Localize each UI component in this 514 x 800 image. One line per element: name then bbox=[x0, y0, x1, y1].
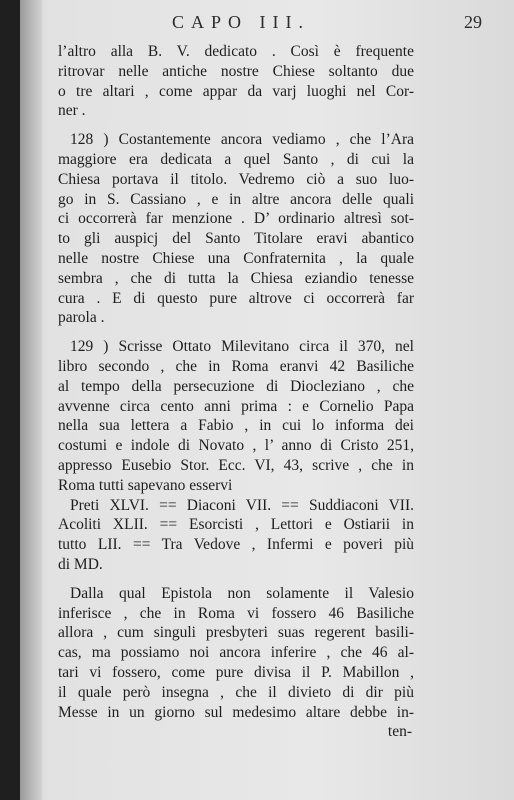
catchword: ten- bbox=[387, 723, 412, 741]
text-line: inferisce , che in Roma vi fossero 46 Basiliche bbox=[58, 604, 414, 622]
text-line: cura . E di questo pure altrove ci occorrerà far bbox=[58, 289, 414, 307]
text-line: tari vi fossero, come pure divisa il P. Mabillon , bbox=[58, 663, 414, 681]
text-line: sembra , che di tutta la Chiesa eziandio tenesse bbox=[58, 269, 414, 287]
text-line: go in S. Cassiano , e in altre ancora delle quali bbox=[58, 190, 414, 208]
body-text bbox=[58, 42, 414, 742]
text-line: maggiore era dedicata a quel Santo , di cui la bbox=[58, 150, 414, 168]
text-line: nella sua lettera a Fabio , in cui lo informa dei bbox=[58, 417, 414, 435]
text-line: parola . bbox=[58, 309, 105, 327]
text-line: l’altro alla B. V. dedicato . Così è frequente bbox=[58, 43, 414, 60]
text-line: Chiesa portava il titolo. Vedremo ciò a suo luo- bbox=[58, 170, 414, 188]
text-line: appresso Eusebio Stor. Ecc. VI, 43, scrive , che in bbox=[58, 456, 414, 474]
running-title: CAPO III. bbox=[172, 12, 310, 32]
text-line: ner . bbox=[58, 102, 86, 120]
text-line: costumi e indole di Novato , l’ anno di Cristo 251, bbox=[58, 437, 414, 455]
paragraph-129 bbox=[58, 337, 414, 495]
page-header bbox=[60, 12, 500, 40]
text-line: tutto LII. == Tra Vedove , Infermi e poveri più bbox=[58, 536, 414, 554]
text-line: ci occorrerà far menzione . D’ ordinario altresì sot- bbox=[58, 210, 414, 228]
text-line: 129 ) Scrisse Ottato Milevitano circa il 370, nel bbox=[70, 338, 414, 356]
text-line: o tre altari , come appar da varj luoghi nel Cor- bbox=[58, 82, 414, 100]
text-line: il quale però insegna , che il divieto di dir più bbox=[58, 683, 414, 701]
text-line: Messe in un giorno sul medesimo altare debbe in- bbox=[58, 703, 414, 721]
text-line: avvenne circa cento anni prima : e Cornelio Papa bbox=[58, 397, 414, 415]
paragraph-continuation bbox=[58, 42, 414, 121]
paragraph-128 bbox=[58, 130, 414, 328]
paragraph-epistola bbox=[58, 584, 414, 723]
text-line: cas, ma possiamo noi ancora inferire , che 46 al- bbox=[58, 644, 414, 662]
text-line: di MD. bbox=[58, 555, 103, 573]
text-line: 128 ) Costantemente ancora vediamo , che l’Ara bbox=[70, 131, 414, 149]
text-line: libro secondo , che in Roma eranvi 42 Basiliche bbox=[58, 357, 414, 375]
text-line: Dalla qual Epistola non solamente il Valesio bbox=[70, 584, 414, 602]
text-line: al tempo della persecuzione di Diocleziano , che bbox=[58, 377, 414, 395]
text-line: allora , cum singuli presbyteri suas regerent basili- bbox=[58, 624, 414, 642]
text-line: nelle nostre Chiese una Confraternita , la quale bbox=[58, 249, 414, 267]
text-line: Roma tutti sapevano esservi bbox=[58, 476, 233, 494]
page-number: 29 bbox=[464, 12, 482, 32]
page-gutter-shadow bbox=[20, 0, 42, 800]
text-line: Acoliti XLII. == Esorcisti , Lettori e Ostiarii in bbox=[58, 516, 414, 534]
text-line: ritrovar nelle antiche nostre Chiese soltanto due bbox=[58, 62, 414, 80]
book-page bbox=[20, 0, 514, 800]
text-line: to gli auspicj del Santo Titolare eravi abantico bbox=[58, 230, 414, 248]
clergy-quotation bbox=[58, 496, 414, 575]
text-line: Preti XLVI. == Diaconi VII. == Suddiaconi VII. bbox=[70, 496, 414, 514]
